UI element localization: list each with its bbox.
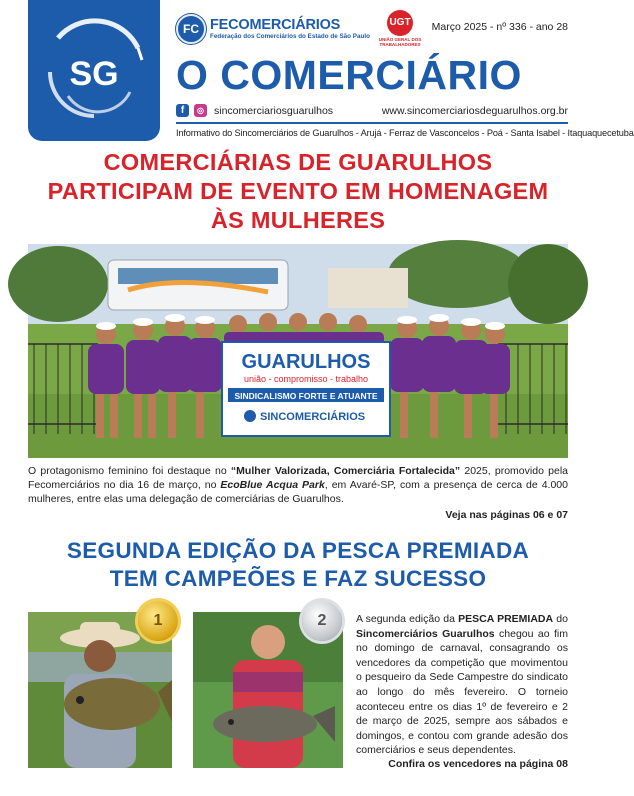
social-handle[interactable]: sincomerciariosguarulhos (214, 104, 334, 117)
ugt-logo-subtitle: UNIÃO GERAL DOS TRABALHADORES (378, 37, 422, 47)
edition-info: Março 2025 - nº 336 - ano 28 (431, 21, 568, 33)
body-text: chegou ao fim no domingo de carnaval, consagrando os vencedores da competição que movimentou o pesqueiro da Sede Campestre do sindicato ao longo do mês fevereiro. O torneio aconteceu entre os dias 1º de fevereiro e 2 de março de 2025, sempre aos sábados e domingos, e contou com grande adesão dos comerciários e seus dependentes. (356, 627, 568, 757)
event-group-photo (28, 244, 568, 458)
sg-logo (28, 0, 160, 141)
story2-body (356, 612, 568, 758)
fecomerciarios-badge: FC (176, 14, 206, 44)
federation-name: FECOMERCIÁRIOS (210, 16, 341, 33)
body-text: A segunda edição da (356, 613, 459, 625)
ugt-logo-mark: UGT (387, 10, 413, 36)
story2-headline-line2: TEM CAMPEÕES E FAZ SUCESSO (109, 566, 487, 591)
sg-logo-text: SG (69, 55, 119, 93)
caption-text: 2025, promovido pela Fecomerciários no dia 16 de março, no (28, 465, 569, 491)
story1-headline-line2: PARTICIPAM DE EVENTO EM HOMENAGEM (47, 178, 549, 204)
sg-logo-emblem (28, 0, 160, 141)
banner-org: SINCOMERCIÁRIOS (260, 411, 366, 423)
silver-medal-icon: 2 (302, 601, 342, 641)
banner-slogan: SINDICALISMO FORTE E ATUANTE (234, 391, 378, 401)
story1-page-reference: Veja nas páginas 06 e 07 (445, 509, 568, 521)
federation-subtitle: Federação dos Comerciários do Estado de São Paulo (210, 32, 370, 40)
instagram-icon[interactable]: ◎ (194, 104, 207, 117)
story1-caption (28, 464, 568, 506)
body-event-name: PESCA PREMIADA (458, 613, 554, 625)
story1-headline (20, 148, 576, 235)
masthead-divider (176, 122, 568, 124)
body-text: do (553, 613, 568, 625)
facebook-icon[interactable]: f (176, 104, 189, 117)
website-link[interactable]: www.sincomerciariosdeguarulhos.org.br (381, 105, 568, 117)
story2-page-reference: Confira os vencedores na página 08 (388, 758, 568, 770)
ugt-logo (378, 10, 422, 50)
masthead-tagline: Informativo do Sincomerciários de Guarulhos - Arujá - Ferraz de Vasconcelos - Poá - Santa Isabel - Itaquaquecetuba (176, 128, 634, 138)
caption-event-name: “Mulher Valorizada, Comerciária Fortalecida” (230, 465, 461, 477)
caption-text: O protagonismo feminino foi destaque no (28, 465, 231, 477)
story2-headline-line1: SEGUNDA EDIÇÃO DA PESCA PREMIADA (66, 538, 530, 563)
fecomerciarios-logo (176, 10, 370, 48)
banner-city: GUARULHOS (241, 351, 371, 373)
story1-headline-line3: ÀS MULHERES (210, 207, 386, 233)
story2-headline (20, 537, 576, 593)
newspaper-title: O COMERCIÁRIO (176, 52, 522, 98)
story1-headline-line1: COMERCIÁRIAS DE GUARULHOS (103, 149, 493, 175)
caption-venue: EcoBlue Acqua Park (220, 479, 325, 491)
social-links (176, 104, 333, 117)
gold-medal-icon: 1 (138, 601, 178, 641)
caption-text: , em Avaré-SP, com a presença de cerca de 4.000 mulheres, entre elas uma delegação de comerciárias de Guarulhos. (28, 479, 568, 505)
banner-motto: união - compromisso - trabalho (243, 374, 369, 384)
body-org-name: Sincomerciários Guarulhos (356, 627, 495, 640)
